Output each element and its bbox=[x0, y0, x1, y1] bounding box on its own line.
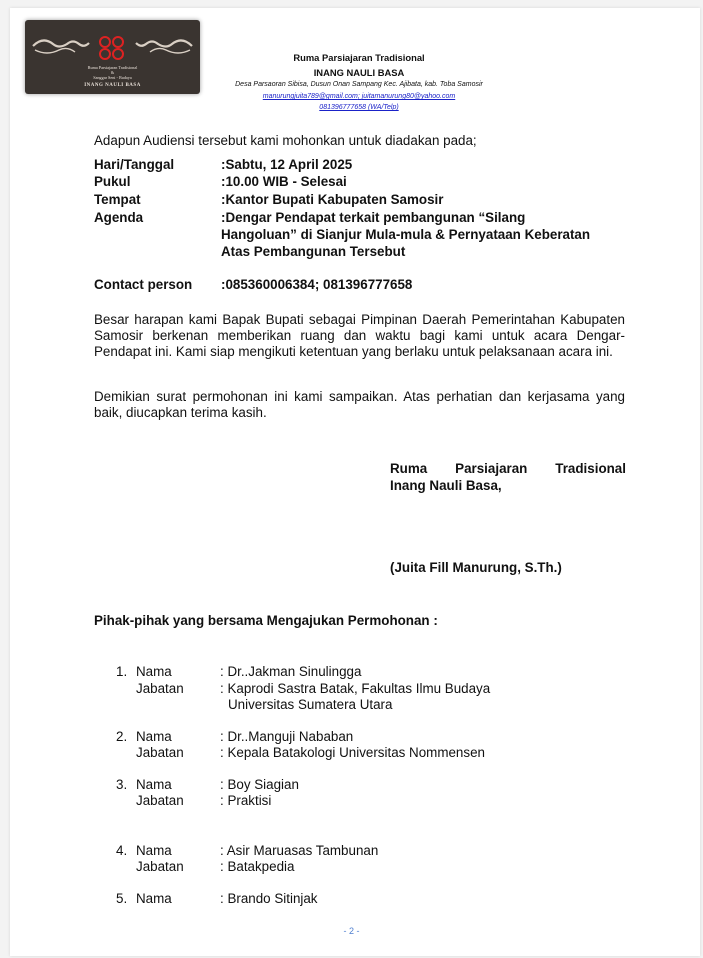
party-name: : Brando Sitinjak bbox=[220, 891, 318, 906]
parties-heading: Pihak-pihak yang bersama Mengajukan Permohonan : bbox=[94, 613, 438, 628]
signature-org-word-3: Tradisional bbox=[555, 461, 626, 476]
party-number: 5. bbox=[116, 891, 128, 906]
party-name: : Boy Siagian bbox=[220, 777, 299, 792]
place-value: :Kantor Bupati Kabupaten Samosir bbox=[221, 192, 444, 207]
letterhead-name: INANG NAULI BASA bbox=[313, 67, 405, 78]
paragraph-closing: Demikian surat permohonan ini kami sampaikan. Atas perhatian dan kerjasama yang baik, diucapkan terima kasih. bbox=[94, 389, 625, 420]
party-name: : Dr..Jakman Sinulingga bbox=[220, 664, 362, 679]
party-position: : Kaprodi Sastra Batak, Fakultas Ilmu Budaya bbox=[220, 681, 491, 696]
party-number: 4. bbox=[116, 843, 128, 858]
logo-text-org: Ruma Parsiajaran Tradisional bbox=[87, 65, 138, 70]
party-name-label: Nama bbox=[136, 729, 172, 744]
signature-org-line-1 bbox=[390, 461, 626, 477]
party-position: : Batakpedia bbox=[220, 859, 295, 874]
signature-org-line-2: Inang Nauli Basa, bbox=[390, 478, 502, 493]
signature-org-word-1: Ruma bbox=[390, 461, 428, 476]
organization-logo bbox=[25, 20, 200, 94]
time-label: Pukul bbox=[94, 174, 131, 189]
email-link-2[interactable]: juitamanurung80@yahoo.com bbox=[361, 93, 456, 100]
agenda-line-3: Atas Pembangunan Tersebut bbox=[221, 244, 406, 259]
letterhead-address: Desa Parsaoran Sibisa, Dusun Onan Sampang Kec. Ajibata, kab. Toba Samosir bbox=[235, 81, 483, 88]
date-label: Hari/Tanggal bbox=[94, 157, 175, 172]
party-number: 3. bbox=[116, 777, 128, 792]
page-number: - 2 - bbox=[343, 926, 360, 936]
party-name-label: Nama bbox=[136, 777, 172, 792]
letterhead-emails bbox=[194, 93, 524, 100]
logo-text-name: INANG NAULI BASA bbox=[84, 83, 141, 88]
party-number: 2. bbox=[116, 729, 128, 744]
place-label: Tempat bbox=[94, 192, 141, 207]
email-link-1[interactable]: manurungjuita789@gmail.com bbox=[262, 93, 358, 100]
party-position-label: Jabatan bbox=[136, 859, 184, 874]
party-name-label: Nama bbox=[136, 891, 172, 906]
party-position-label: Jabatan bbox=[136, 793, 184, 808]
time-value: :10.00 WIB - Selesai bbox=[221, 174, 347, 189]
letterhead-org: Ruma Parsiajaran Tradisional bbox=[293, 52, 425, 63]
party-position-label: Jabatan bbox=[136, 681, 184, 696]
party-position: : Kepala Batakologi Universitas Nommensen bbox=[220, 745, 485, 760]
party-name: : Dr..Manguji Nababan bbox=[220, 729, 354, 744]
contact-label: Contact person bbox=[94, 277, 193, 292]
logo-text-sanggar: Sanggar Seni - Budaya bbox=[93, 75, 132, 80]
agenda-line-2: Hangoluan” di Sianjur Mula-mula & Pernyataan Keberatan bbox=[221, 227, 591, 242]
signature-org-word-2: Parsiajaran bbox=[455, 461, 528, 476]
party-number: 1. bbox=[116, 664, 128, 679]
paragraph-request: Besar harapan kami Bapak Bupati sebagai Pimpinan Daerah Pemerintahan Kabupaten Samosir berkenan memberikan ruang dan waktu bagi kami untuk acara Dengar-Pendapat ini. Kami siap mengikuti ketentuan yang berlaku untuk pelaksanaan acara ini. bbox=[94, 312, 625, 359]
intro-text: Adapun Audiensi tersebut kami mohonkan untuk diadakan pada; bbox=[94, 133, 477, 148]
logo-text-ampersand: & bbox=[110, 70, 115, 75]
party-position: : Praktisi bbox=[220, 793, 272, 808]
date-value: :Sabtu, 12 April 2025 bbox=[221, 157, 353, 172]
party-position-label: Jabatan bbox=[136, 745, 184, 760]
party-name: : Asir Maruasas Tambunan bbox=[220, 843, 379, 858]
party-position-continued: Universitas Sumatera Utara bbox=[228, 697, 393, 712]
agenda-label: Agenda bbox=[94, 210, 144, 225]
signer-name: (Juita Fill Manurung, S.Th.) bbox=[390, 560, 562, 575]
agenda-line-1: :Dengar Pendapat terkait pembangunan “Silang bbox=[221, 210, 526, 225]
party-name-label: Nama bbox=[136, 843, 172, 858]
contact-value: :085360006384; 081396777658 bbox=[221, 277, 413, 292]
email-separator: ; bbox=[357, 93, 362, 100]
letterhead-phone[interactable]: 081396777658 (WA/Telp) bbox=[319, 104, 399, 111]
party-name-label: Nama bbox=[136, 664, 172, 679]
